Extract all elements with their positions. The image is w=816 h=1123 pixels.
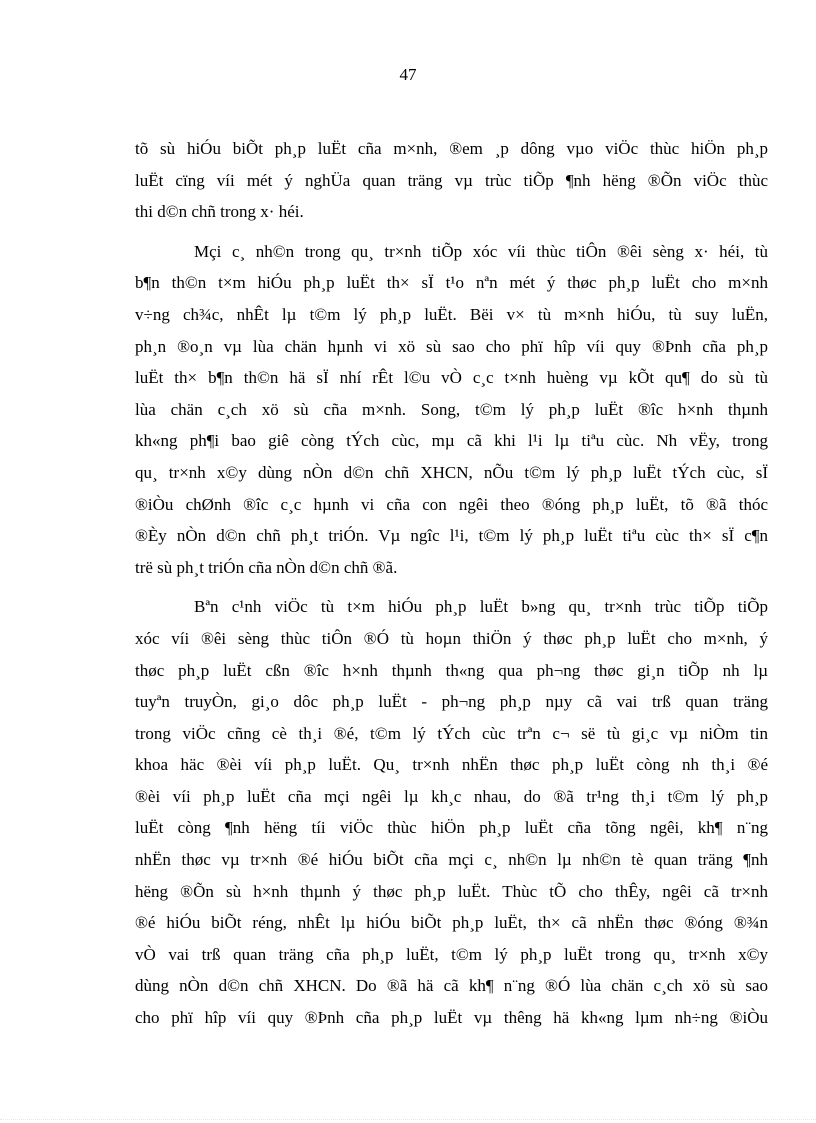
text-line: luËt th× b¶n th©n hä sÏ nhí rÊt l©u vÒ c¸c t×nh huèng vµ kÕt qu¶ do sù tù bbox=[135, 368, 768, 388]
text-line: tuyªn truyÒn, gi¸o dôc ph¸p luËt - ph¬ng ph¸p nµy cã vai trß quan träng bbox=[135, 692, 768, 712]
text-line: ®iÒu chØnh ®îc c¸c hµnh vi cña con ngêi theo ®óng ph¸p luËt, tõ ®ã thóc bbox=[135, 494, 768, 514]
text-line: dùng nÒn d©n chñ XHCN. Do ®ã hä cã kh¶ n¨ng ®Ó lùa chän c¸ch xö sù sao bbox=[135, 976, 768, 996]
text-line: ®èi víi ph¸p luËt cña mçi ngêi lµ kh¸c nhau, do ®ã tr¹ng th¸i t©m lý ph¸p bbox=[135, 786, 768, 806]
text-line: Bªn c¹nh viÖc tù t×m hiÓu ph¸p luËt b»ng qu¸ tr×nh trùc tiÕp tiÕp bbox=[194, 597, 768, 617]
text-line: trë sù ph¸t triÓn cña nÒn d©n chñ ®ã. bbox=[135, 557, 398, 577]
text-line: cho phï hîp víi quy ®Þnh cña ph¸p luËt vµ thêng hä kh«ng lµm nh÷ng ®iÒu bbox=[135, 1008, 768, 1028]
text-line: hëng ®Õn sù h×nh thµnh ý thøc ph¸p luËt. Thùc tÕ cho thÊy, ngêi cã tr×nh bbox=[135, 881, 768, 901]
text-line: trong viÖc cñng cè th¸i ®é, t©m lý tÝch cùc trªn c¬ së tù gi¸c vµ niÒm tin bbox=[135, 723, 768, 743]
page-bottom-edge bbox=[0, 1119, 816, 1120]
page-number: 47 bbox=[399, 65, 417, 84]
document-body bbox=[135, 133, 768, 1034]
text-line: ®Èy nÒn d©n chñ ph¸t triÓn. Vµ ngîc l¹i, t©m lý ph¸p luËt tiªu cùc th× sÏ c¶n bbox=[135, 526, 768, 546]
text-line: thi d©n chñ trong x· héi. bbox=[135, 202, 304, 222]
text-line: ®é hiÓu biÕt réng, nhÊt lµ hiÓu biÕt ph¸p luËt, th× cã nhËn thøc ®óng ®¾n bbox=[135, 913, 768, 933]
text-line: khoa häc ®èi víi ph¸p luËt. Qu¸ tr×nh nhËn thøc ph¸p luËt còng nh th¸i ®é bbox=[135, 755, 768, 775]
text-line: kh«ng ph¶i bao giê còng tÝch cùc, mµ cã khi l¹i lµ tiªu cùc. Nh vËy, trong bbox=[135, 431, 768, 451]
text-line: vÒ vai trß quan träng cña ph¸p luËt, t©m lý ph¸p luËt trong qu¸ tr×nh x©y bbox=[135, 944, 768, 964]
text-line: nhËn thøc vµ tr×nh ®é hiÓu biÕt cña mçi c¸ nh©n lµ nh©n tè quan träng ¶nh bbox=[135, 850, 768, 870]
paragraph bbox=[135, 133, 768, 228]
text-line: b¶n th©n t×m hiÓu ph¸p luËt th× sÏ t¹o nªn mét ý thøc ph¸p luËt cho m×nh bbox=[135, 273, 768, 293]
text-line: Mçi c¸ nh©n trong qu¸ tr×nh tiÕp xóc víi thùc tiÔn ®êi sèng x· héi, tù bbox=[194, 241, 768, 261]
text-line: v÷ng ch¾c, nhÊt lµ t©m lý ph¸p luËt. Bëi v× tù m×nh hiÓu, tù suy luËn, bbox=[135, 304, 768, 324]
text-line: ph¸n ®o¸n vµ lùa chän hµnh vi xö sù sao cho phï hîp víi quy ®Þnh cña ph¸p bbox=[135, 336, 768, 356]
text-line: luËt cïng víi mét ý nghÜa quan träng vµ trùc tiÕp ¶nh hëng ®Õn viÖc thùc bbox=[135, 170, 768, 190]
text-line: luËt còng ¶nh hëng tíi viÖc thùc hiÖn ph¸p luËt cña tõng ngêi, kh¶ n¨ng bbox=[135, 818, 768, 838]
text-line: lùa chän c¸ch xö sù cña m×nh. Song, t©m lý ph¸p luËt ®îc h×nh thµnh bbox=[135, 399, 768, 419]
text-line: tõ sù hiÓu biÕt ph¸p luËt cña m×nh, ®em ¸p dông vµo viÖc thùc hiÖn ph¸p bbox=[135, 139, 768, 158]
text-line: thøc ph¸p luËt cßn ®îc h×nh thµnh th«ng qua ph¬ng thøc gi¸n tiÕp nh lµ bbox=[135, 660, 768, 680]
text-line: xóc víi ®êi sèng thùc tiÔn ®Ó tù hoµn thiÖn ý thøc ph¸p luËt cho m×nh, ý bbox=[135, 628, 768, 648]
paragraph bbox=[135, 591, 768, 1033]
text-line: qu¸ tr×nh x©y dùng nÒn d©n chñ XHCN, nÕu t©m lý ph¸p luËt tÝch cùc, sÏ bbox=[135, 462, 768, 482]
paragraph bbox=[135, 236, 768, 584]
